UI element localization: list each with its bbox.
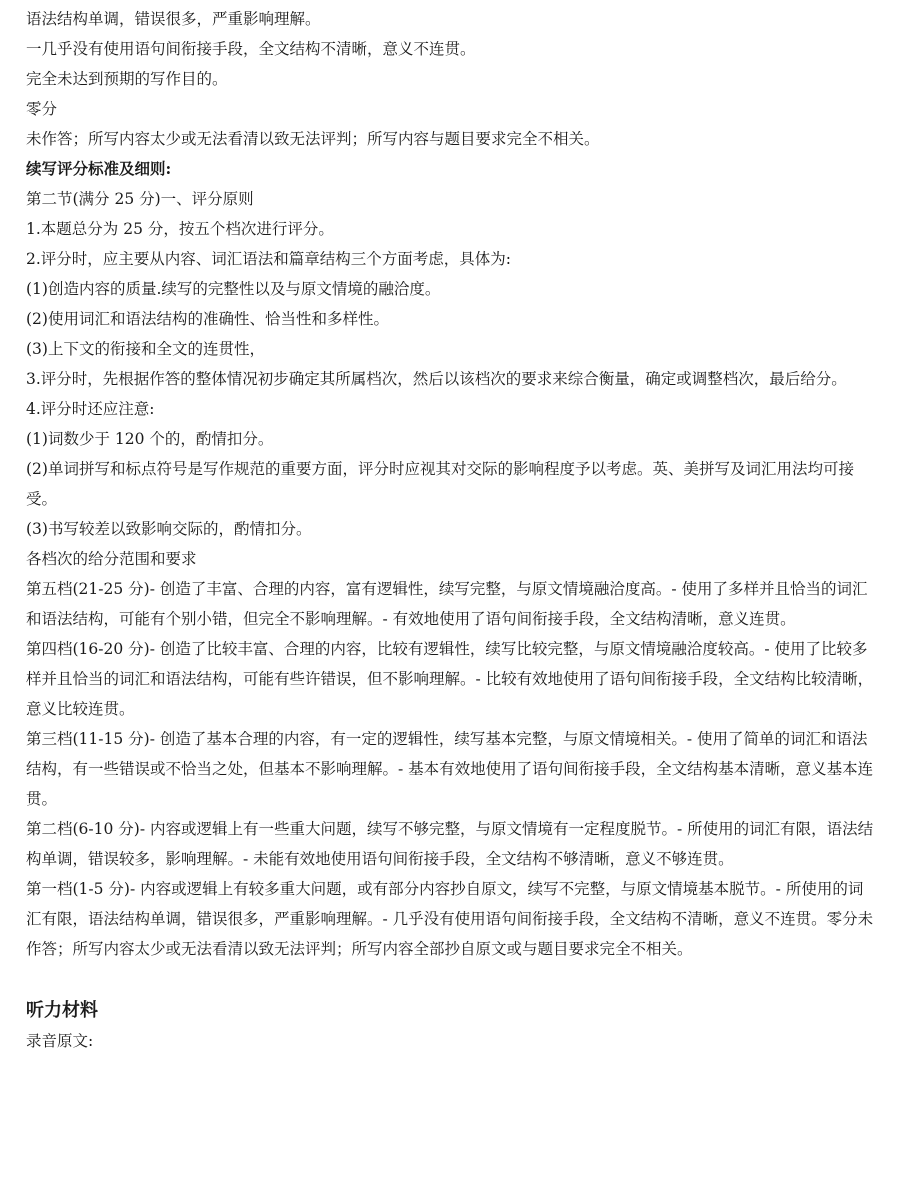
principle-line: 2.评分时，应主要从内容、词汇语法和篇章结构三个方面考虑，具体为:: [26, 250, 512, 268]
principle-line: (3)上下文的衔接和全文的连贯性，: [26, 340, 265, 358]
principle-line: 4.评分时还应注意:: [26, 400, 155, 418]
text-line: 未作答；所写内容太少或无法看清以致无法评判；所写内容与题目要求完全不相关。: [26, 130, 600, 148]
principle-line: (2)使用词汇和语法结构的准确性、恰当性和多样性。: [26, 310, 389, 328]
principle-line: (1)词数少于 120 个的，酌情扣分。: [26, 430, 274, 448]
principle-line: 1.本题总分为 25 分，按五个档次进行评分。: [26, 220, 334, 238]
text-line: 一几乎没有使用语句间衔接手段，全文结构不清晰，意义不连贯。: [26, 40, 476, 58]
level-paragraph: 第五档(21-25 分)- 创造了丰富、合理的内容，富有逻辑性，续写完整，与原文情境融洽度高。- 使用了多样并且恰当的词汇和语法结构，可能有个别小错，但完全不影响理解。- 有效地使用了语句间衔接手段，全文结构清晰，意义连贯。: [26, 580, 868, 628]
text-line: 语法结构单调，错误很多，严重影响理解。: [26, 10, 321, 28]
listening-title: 听力材料: [26, 1000, 98, 1021]
level-paragraph: 第二档(6-10 分)- 内容或逻辑上有一些重大问题，续写不够完整，与原文情境有一定程度脱节。- 所使用的词汇有限，语法结构单调，错误较多，影响理解。- 未能有效地使用语句间衔接手段，全文结构不够清晰，意义不够连贯。: [26, 820, 874, 868]
section-heading: 续写评分标准及细则:: [26, 159, 172, 178]
text-line: 零分: [26, 100, 58, 118]
principle-line: (2)单词拼写和标点符号是写作规范的重要方面，评分时应视其对交际的影响程度予以考虑。英、美拼写及词汇用法均可接受。: [26, 460, 854, 508]
text-line: 完全未达到预期的写作目的。: [26, 70, 228, 88]
principle-line: (1)创造内容的质量.续写的完整性以及与原文情境的融洽度。: [26, 280, 441, 298]
level-paragraph: 第四档(16-20 分)- 创造了比较丰富、合理的内容，比较有逻辑性，续写比较完整，与原文情境融洽度较高。- 使用了比较多样并且恰当的词汇和语法结构，可能有些许错误，但不影响理解。- 比较有效地使用了语句间衔接手段，全文结构比较清晰，意义比较连贯。: [26, 640, 874, 718]
listening-subtitle: 录音原文:: [26, 1032, 94, 1050]
principle-line: 3.评分时，先根据作答的整体情况初步确定其所属档次，然后以该档次的要求来综合衡量，确定或调整档次，最后给分。: [26, 370, 847, 388]
principle-line: (3)书写较差以致影响交际的，酌情扣分。: [26, 520, 312, 538]
principle-line: 各档次的给分范围和要求: [26, 550, 197, 568]
principle-line: 第二节(满分 25 分)一、评分原则: [26, 190, 254, 208]
level-paragraph: 第一档(1-5 分)- 内容或逻辑上有较多重大问题，或有部分内容抄自原文，续写不完整，与原文情境基本脱节。- 所使用的词汇有限，语法结构单调，错误很多，严重影响理解。- 几乎没有使用语句间衔接手段，全文结构不清晰，意义不连贯。零分未作答；所写内容太少或无法看清以致无法评判；所写内容全部抄自原文或与题目要求完全不相关。: [26, 880, 874, 958]
section-spacer: [26, 964, 878, 994]
level-paragraph: 第三档(11-15 分)- 创造了基本合理的内容，有一定的逻辑性，续写基本完整，与原文情境相关。- 使用了简单的词汇和语法结构，有一些错误或不恰当之处，但基本不影响理解。- 基本有效地使用了语句间衔接手段，全文结构基本清晰，意义基本连贯。: [26, 730, 874, 808]
